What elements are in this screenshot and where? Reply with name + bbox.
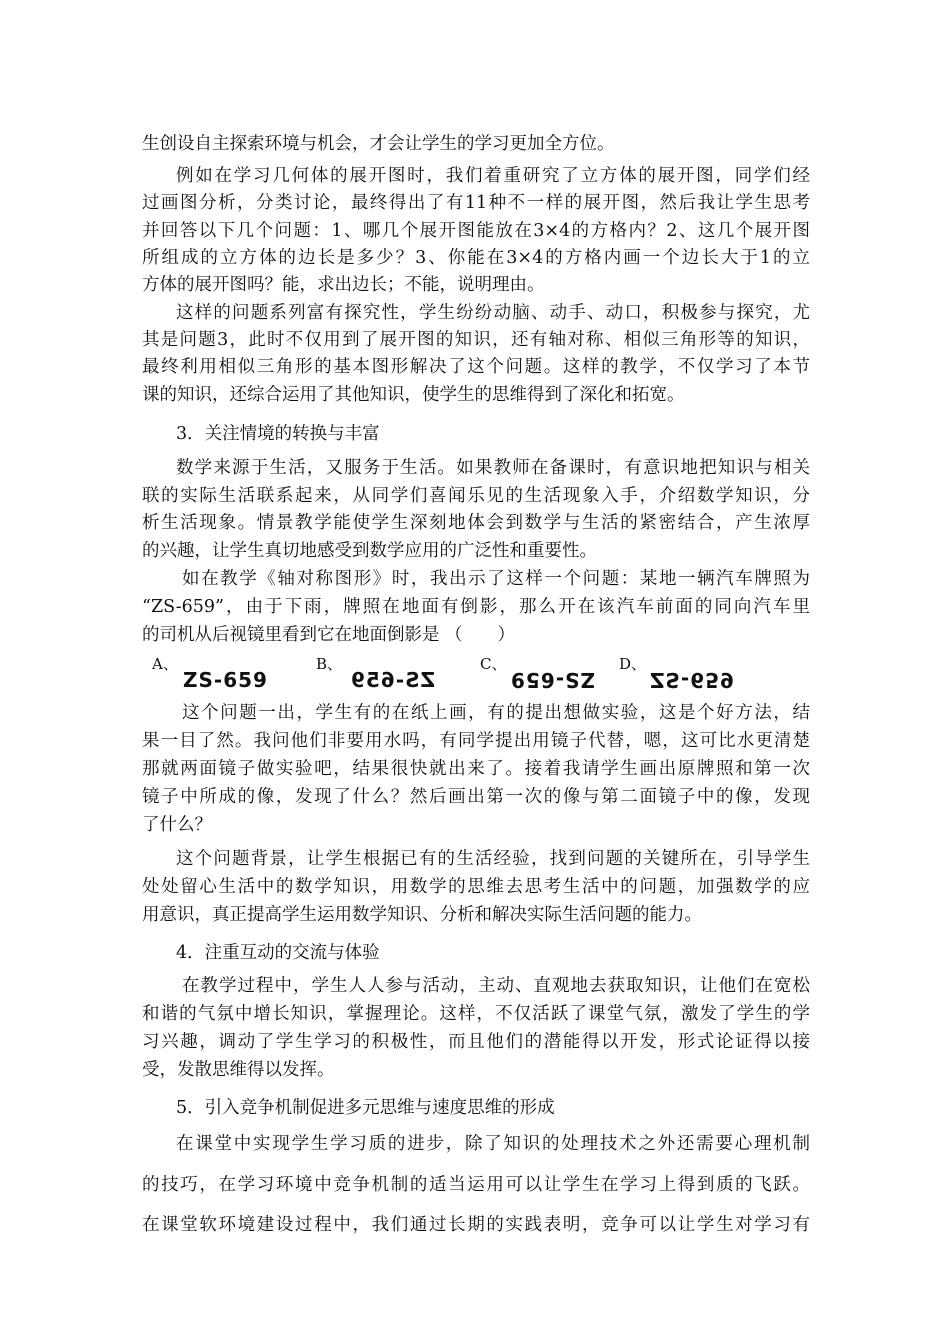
option-label: B、 bbox=[316, 655, 343, 673]
paragraph-line: 这样的问题系列富有探究性，学生纷纷动脑、动手、动口，积极参与探究，尤 bbox=[176, 303, 810, 323]
paragraph-line: 和谐的气氛中增长知识，掌握理论。这样，不仅活跃了课堂气氛，激发了学生的学 bbox=[142, 1004, 810, 1024]
paragraph-line: 析生活现象。情景教学能使学生深刻地体会到数学与生活的紧密结合，产生浓厚 bbox=[142, 513, 810, 533]
paragraph-line: 受，发散思维得以发挥。 bbox=[142, 1060, 335, 1080]
paragraph-line: 方体的展开图吗？能，求出边长；不能，说明理由。 bbox=[142, 275, 545, 295]
paragraph-line: 最终利用相似三角形的基本图形解决了这个问题。这样的教学，不仅学习了本节 bbox=[142, 357, 810, 377]
paragraph-line: 在课堂软环境建设过程中，我们通过长期的实践表明，竞争可以让学生对学习有 bbox=[142, 1215, 810, 1235]
paragraph-line: 其是问题3，此时不仅用到了展开图的知识，还有轴对称、相似三角形等的知识， bbox=[142, 330, 810, 350]
paragraph-line: 习兴趣，调动了学生学习的积极性，而且他们的潜能得以开发，形式论证得以接 bbox=[142, 1032, 810, 1052]
paragraph-line: 在课堂中实现学生学习质的进步，除了知识的处理技术之外还需要心理机制 bbox=[176, 1134, 810, 1154]
paragraph-line: 镜子中所成的像，发现了什么？然后画出第一次的像与第二面镜子中的像，发现 bbox=[142, 787, 810, 807]
paragraph-line: 的司机从后视镜里看到它在地面倒影是 （ ） bbox=[142, 625, 516, 645]
paragraph-line: 3．关注情境的转换与丰富 bbox=[176, 424, 380, 444]
license-plate-image: ZS-659 bbox=[650, 668, 735, 692]
paragraph-line: 联的实际生活联系起来，从同学们喜闻乐见的生活现象入手，介绍数学知识，分 bbox=[142, 486, 810, 506]
license-plate-image: ZS-659 bbox=[183, 668, 268, 692]
paragraph-line: 5．引入竞争机制促进多元思维与速度思维的形成 bbox=[176, 1098, 555, 1118]
paragraph-line: “ZS-659”，由于下雨，牌照在地面有倒影，那么开在该汽车前面的同向汽车里 bbox=[142, 597, 810, 617]
paragraph-line: 处处留心生活中的数学知识，用数学的思维去思考生活中的问题，加强数学的应 bbox=[142, 877, 810, 897]
paragraph-line: 那就两面镜子做实验吧，结果很快就出来了。接着我请学生画出原牌照和第一次 bbox=[142, 759, 810, 779]
paragraph-line: 果一目了然。我问他们非要用水吗，有同学提出用镜子代替，嗯，这可比水更清楚 bbox=[142, 731, 810, 751]
paragraph-line: 数学来源于生活，又服务于生活。如果教师在备课时，有意识地把知识与相关 bbox=[176, 458, 810, 478]
paragraph-line: 所组成的立方体的边长是多少？3、你能在3×4的方格内画一个边长大于1的立 bbox=[142, 248, 810, 268]
paragraph-line: 4．注重互动的交流与体验 bbox=[176, 943, 380, 963]
paragraph-line: 了什么？ bbox=[142, 815, 212, 835]
paragraph-line: 并回答以下几个问题：1、哪几个展开图能放在3×4的方格内？2、这几个展开图 bbox=[142, 221, 810, 241]
paragraph-line: 在教学过程中，学生人人参与活动，主动、直观地去获取知识，让他们在宽松 bbox=[182, 976, 810, 996]
option-label: A、 bbox=[152, 655, 178, 673]
paragraph-line: 课的知识，还综合运用了其他知识，使学生的思维得到了深化和拓宽。 bbox=[142, 385, 685, 405]
paragraph-line: 这个问题一出，学生有的在纸上画，有的提出想做实验，这是个好方法，结 bbox=[182, 703, 810, 723]
paragraph-line: 用意识，真正提高学生运用数学知识、分析和解决实际生活问题的能力。 bbox=[142, 905, 702, 925]
license-plate-image: ZS-659 bbox=[350, 668, 435, 692]
paragraph-line: 的技巧，在学习环境中竞争机制的适当运用可以让学生在学习上得到质的飞跃。 bbox=[142, 1175, 810, 1195]
paragraph-line: 如在教学《轴对称图形》时，我出示了这样一个问题：某地一辆汽车牌照为 bbox=[182, 569, 810, 589]
paragraph-line: 这个问题背景，让学生根据已有的生活经验，找到问题的关键所在，引导学生 bbox=[176, 849, 810, 869]
license-plate-image: ZS-659 bbox=[510, 668, 595, 692]
paragraph-line: 的兴趣，让学生真切地感受到数学应用的广泛性和重要性。 bbox=[142, 541, 597, 561]
paragraph-line: 过画图分析，分类讨论，最终得出了有11种不一样的展开图，然后我让学生思考 bbox=[142, 193, 810, 213]
option-label: D、 bbox=[619, 655, 647, 673]
paragraph-line: 生创设自主探索环境与机会，才会让学生的学习更加全方位。 bbox=[142, 134, 615, 154]
option-label: C、 bbox=[480, 655, 507, 673]
paragraph-line: 例如在学习几何体的展开图时，我们着重研究了立方体的展开图，同学们经 bbox=[176, 166, 810, 186]
